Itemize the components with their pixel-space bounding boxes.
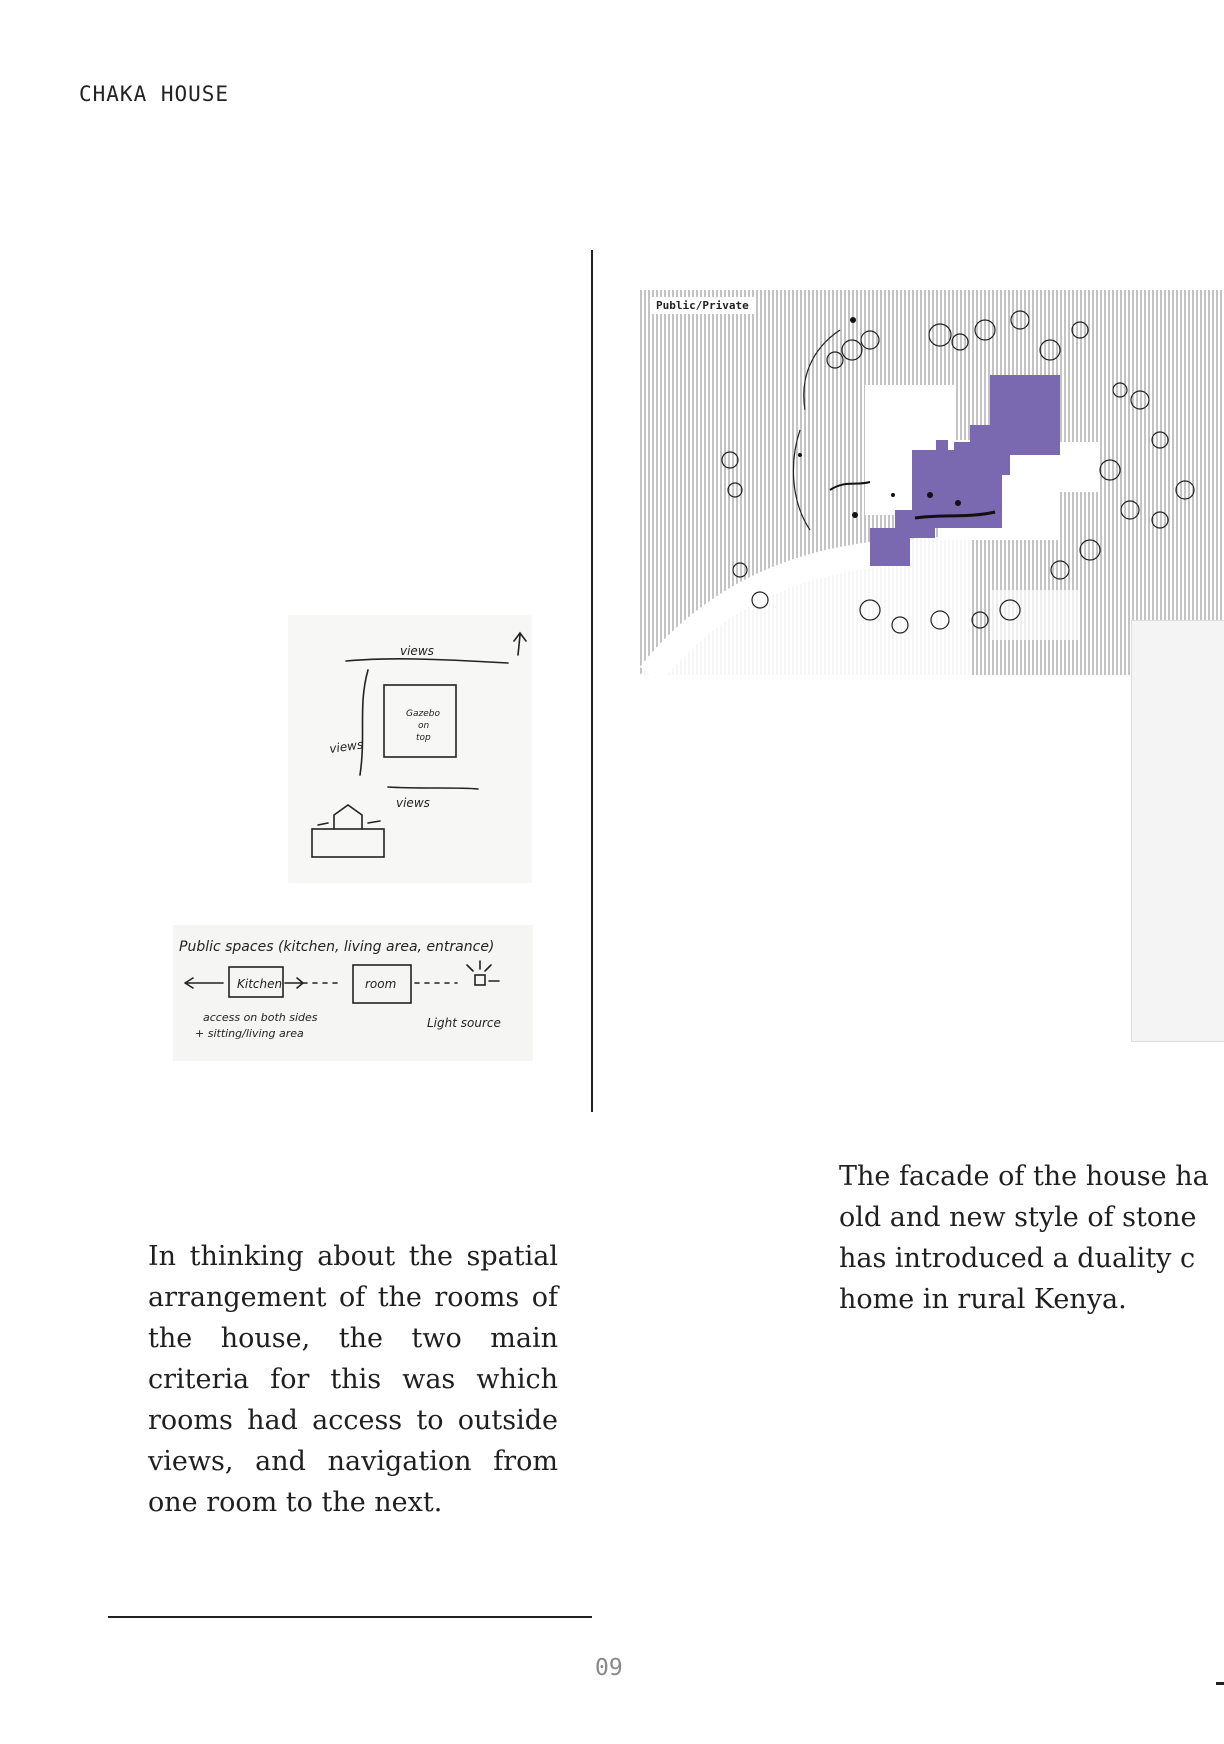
public-spaces-sketch [173, 925, 533, 1061]
views-label-top: views [400, 644, 434, 658]
right-paragraph-line: The facade of the house ha [839, 1161, 1209, 1192]
gazebo-label-line1: Gazebo [406, 709, 440, 719]
right-paragraph-line: has introduced a duality c [839, 1243, 1196, 1274]
gazebo-label-line2: on [418, 721, 430, 731]
body-paragraph-left: In thinking about the spatial arrangement of the rooms of the house, the two main criteria for this was which rooms had access to outside views, and navigation from one room to the next. [148, 1241, 558, 1518]
views-label-left: views [328, 737, 364, 756]
body-paragraph-right [839, 1156, 1224, 1320]
footer-rule [108, 1616, 592, 1618]
public-spaces-title: Public spaces (kitchen, living area, entrance) [179, 939, 495, 955]
access-note-line1: access on both sides [203, 1011, 318, 1024]
gazebo-views-sketch [288, 615, 532, 883]
public-private-site-plan [640, 290, 1224, 675]
right-paragraph-line: old and new style of stone [839, 1202, 1197, 1233]
gazebo-label-line3: top [416, 733, 431, 743]
access-note-line2: + sitting/living area [195, 1027, 304, 1040]
right-paragraph-line: home in rural Kenya. [839, 1284, 1127, 1315]
light-source-label: Light source [427, 1016, 501, 1030]
room-label: room [365, 977, 397, 991]
column-divider [591, 250, 593, 1112]
document-title: CHAKA HOUSE [79, 82, 230, 106]
adjacent-page-panel [1131, 620, 1224, 1042]
kitchen-label: Kitchen [237, 977, 283, 991]
adjacent-page-mark [1216, 1682, 1224, 1685]
plan-legend-label: Public/Private [650, 297, 755, 314]
page-number: 09 [595, 1655, 623, 1681]
views-label-bottom: views [396, 796, 430, 810]
